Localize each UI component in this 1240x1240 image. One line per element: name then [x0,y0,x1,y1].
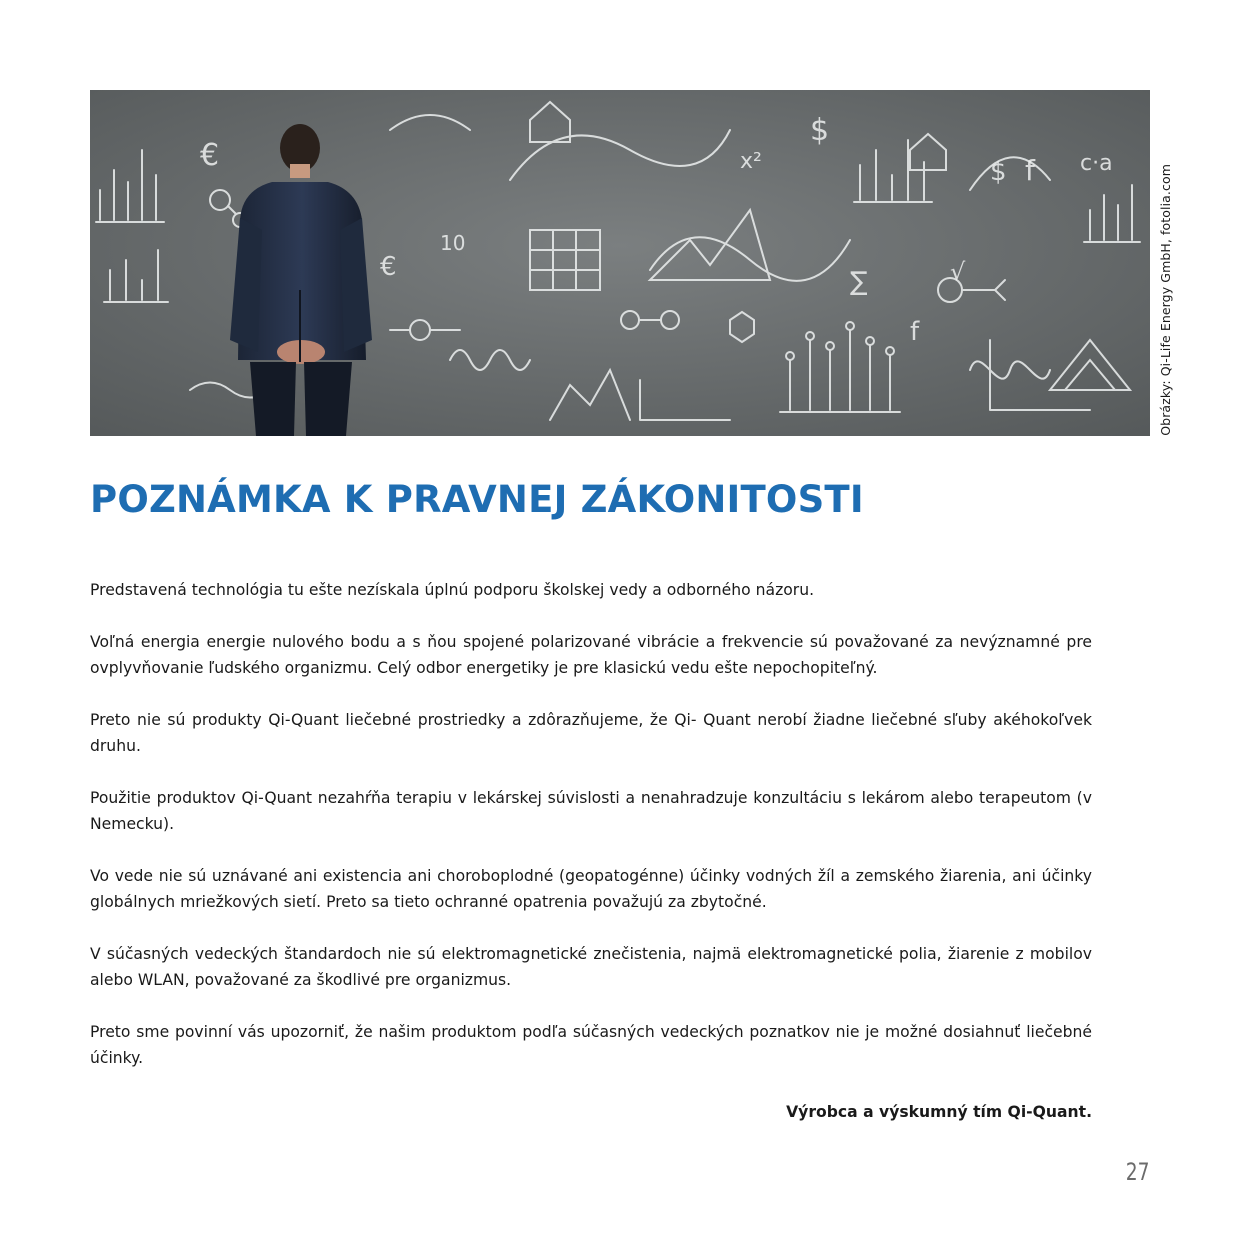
image-credit [1154,90,1176,436]
board-scribble: 10 [440,231,466,255]
page-number: 27 [1126,1158,1150,1186]
board-scribble: $ [990,157,1007,187]
hero-image [90,90,1150,436]
page-title: POZNÁMKA K PRAVNEJ ZÁKONITOSTI [90,478,864,521]
image-credit-text: Obrázky: Qi-Life Energy GmbH, fotolia.com [1157,164,1173,436]
board-scribble: c·a [1080,151,1113,176]
board-scribble: ∑ [850,267,868,297]
paragraph: Voľná energia energie nulového bodu a s ňou spojené polarizované vibrácie a frekvencie sú považované za nevýznamné pre ovplyvňovanie ľudského organizmu. Celý odbor energetiky je pre klasickú vedu ešte nepochopiteľný. [90,632,1092,677]
signature: Výrobca a výskumný tím Qi-Quant. [786,1103,1092,1121]
board-scribble: √ [950,258,966,286]
paragraph: Predstavená technológia tu ešte nezískala úplnú podporu školskej vedy a odborného názoru. [90,581,815,599]
paragraph: Použitie produktov Qi-Quant nezahŕňa terapiu v lekárskej súvislosti a nenahradzuje konzultáciu s lekárom alebo terapeutom (v Nemecku). [90,788,1092,833]
board-scribble: x² [740,149,762,174]
board-scribble: $ [810,113,830,148]
board-scribble: f [1025,154,1035,187]
paragraph: Vo vede nie sú uznávané ani existencia ani choroboplodné (geopatogénne) účinky vodných žíl a zemského žiarenia, ani účinky globálnych mriežkových sietí. Preto sa tieto ochranné opatrenia považujú za zbytočné. [90,866,1092,911]
board-scribble: f [910,317,920,347]
board-scribble: € [380,252,397,282]
paragraph: V súčasných vedeckých štandardoch nie sú elektromagnetické znečistenia, najmä elektromagnetické polia, žiarenie z mobilov alebo WLAN, považované za škodlivé pre organizmus. [90,944,1092,989]
paragraph: Preto nie sú produkty Qi-Quant liečebné prostriedky a zdôrazňujeme, že Qi- Quant nerobí žiadne liečebné sľuby akéhokoľvek druhu. [90,710,1092,755]
blackboard-illustration [90,90,1150,436]
paragraph: Preto sme povinní vás upozorniť, že našim produktom podľa súčasných vedeckých poznatkov nie je možné dosiahnuť liečebné účinky. [90,1022,1092,1067]
body-text [90,577,1092,1097]
board-scribble: € [200,138,220,173]
